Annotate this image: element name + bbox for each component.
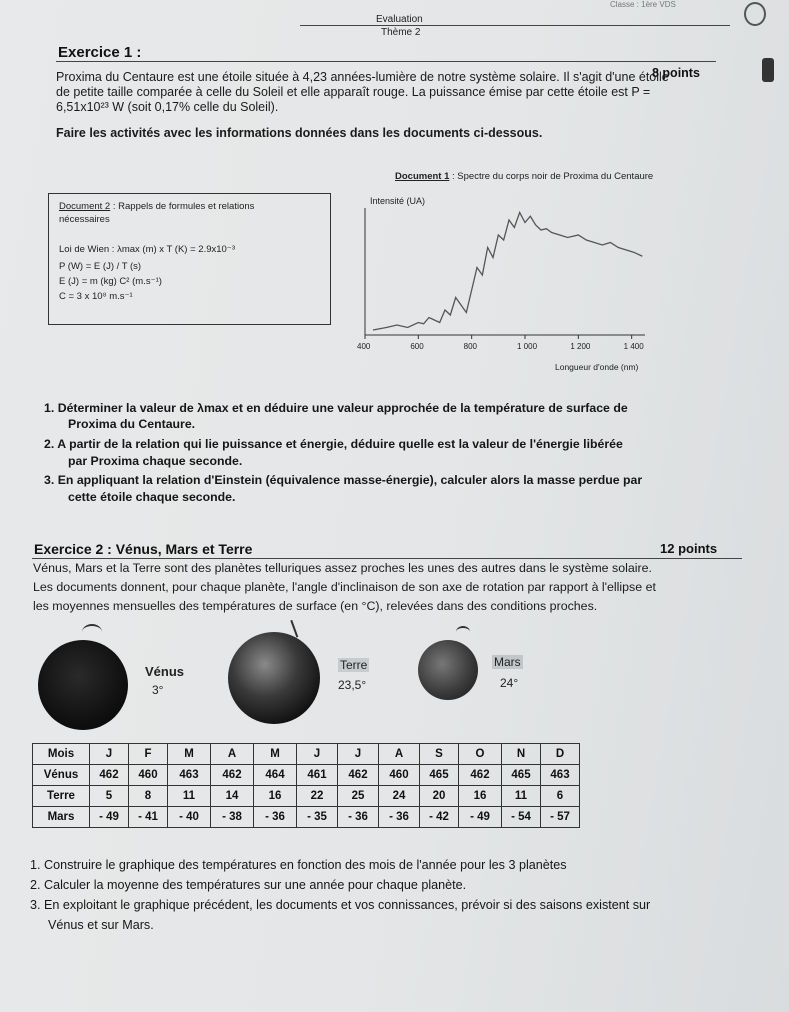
binder-clip xyxy=(762,58,774,82)
x-tick-label: 400 xyxy=(357,342,371,351)
table-cell: - 36 xyxy=(338,807,379,828)
earth-axis-mark xyxy=(290,616,307,637)
x-tick-label: 600 xyxy=(410,342,424,351)
ex2-q1-line1: Construire le graphique des températures en fonction des mois de l'année pour les 3 planètes xyxy=(44,858,567,872)
venus-axis-mark xyxy=(82,624,102,640)
table-cell: 462 xyxy=(459,765,502,786)
table-cell: 465 xyxy=(502,765,541,786)
doc2-power: P (W) = E (J) / T (s) xyxy=(59,261,142,272)
ex2-intro-2: Les documents donnent, pour chaque planète, l'angle d'inclinaison de son axe de rotation par rapport à l'ellipse et xyxy=(33,580,656,594)
venus-label: Vénus xyxy=(145,664,185,679)
ex2-question-1 xyxy=(30,857,567,874)
table-cell: - 36 xyxy=(254,807,297,828)
doc2-title-line2: nécessaires xyxy=(59,214,110,225)
q3-line1: En appliquant la relation d'Einstein (équivalence masse-énergie), calculer alors la masse perdue par xyxy=(57,473,643,487)
ex1-intro-2: de petite taille comparée à celle du Soleil et elle apparaît rouge. La puissance émise par cette étoile est P = xyxy=(56,85,651,99)
q2-line2: par Proxima chaque seconde. xyxy=(68,454,243,468)
table-cell: 16 xyxy=(459,786,502,807)
mars-tilt: 24° xyxy=(500,676,519,690)
table-cell: 20 xyxy=(420,786,459,807)
doc2-title-rest: : Rappels de formules et relations xyxy=(110,201,255,212)
earth-tilt: 23,5° xyxy=(338,678,367,692)
ex2-q3-line1: En exploitant le graphique précédent, les documents et vos connissances, prévoir si des saisons existent sur xyxy=(44,898,651,912)
table-cell: 16 xyxy=(254,786,297,807)
ex2-question-2 xyxy=(30,877,466,894)
table-cell: 461 xyxy=(297,765,338,786)
mars-label: Mars xyxy=(494,655,521,669)
table-cell: - 41 xyxy=(129,807,168,828)
table-cell: 462 xyxy=(211,765,254,786)
ex2-q1-num: 1. xyxy=(30,858,41,872)
table-cell: 465 xyxy=(420,765,459,786)
chart-xlabel: Longueur d'onde (nm) xyxy=(555,362,639,372)
table-cell: 8 xyxy=(129,786,168,807)
table-cell: - 40 xyxy=(168,807,211,828)
table-row xyxy=(33,765,580,786)
mars-axis-mark xyxy=(456,626,470,638)
table-header-cell: D xyxy=(541,744,580,765)
q2-num: 2. xyxy=(44,437,55,451)
theme-label: Thème 2 xyxy=(381,27,421,38)
table-header-cell: F xyxy=(129,744,168,765)
ex2-rule xyxy=(32,558,742,559)
table-cell: Vénus xyxy=(33,765,90,786)
ex2-points: 12 points xyxy=(660,541,718,556)
ex1-title: Exercice 1 : xyxy=(58,44,142,61)
table-cell: - 57 xyxy=(541,807,580,828)
ex2-q2-num: 2. xyxy=(30,878,41,892)
binder-hole xyxy=(744,2,766,26)
doc1-title-rest: : Spectre du corps noir de Proxima du Centaure xyxy=(449,171,654,182)
table-row xyxy=(33,807,580,828)
table-header-cell: A xyxy=(211,744,254,765)
table-cell: 460 xyxy=(379,765,420,786)
table-cell: 6 xyxy=(541,786,580,807)
table-cell: 462 xyxy=(338,765,379,786)
table-cell: 460 xyxy=(129,765,168,786)
mars-image xyxy=(418,640,478,700)
q3-line2: cette étoile chaque seconde. xyxy=(68,490,236,504)
q1-line1: Déterminer la valeur de λmax et en déduire une valeur approchée de la température de surface de xyxy=(57,401,628,415)
table-cell: - 38 xyxy=(211,807,254,828)
table-cell: 463 xyxy=(541,765,580,786)
ex1-question-3 xyxy=(44,472,642,489)
ex2-intro-3: les moyennes mensuelles des températures de surface (en °C), relevées dans des conditions proches. xyxy=(33,599,598,613)
table-cell: - 36 xyxy=(379,807,420,828)
q3-num: 3. xyxy=(44,473,55,487)
table-header-row xyxy=(33,744,580,765)
table-cell: 24 xyxy=(379,786,420,807)
table-header-cell: Mois xyxy=(33,744,90,765)
venus-tilt: 3° xyxy=(152,683,164,697)
ex1-question-1 xyxy=(44,400,628,417)
table-row xyxy=(33,786,580,807)
temperature-table xyxy=(32,743,580,828)
table-header-cell: N xyxy=(502,744,541,765)
table-cell: Mars xyxy=(33,807,90,828)
earth-image xyxy=(228,632,320,724)
doc1-heading xyxy=(395,170,653,183)
x-tick-label: 1 400 xyxy=(623,342,644,351)
x-tick-label: 1 000 xyxy=(517,342,538,351)
spectrum-series-line xyxy=(373,213,642,331)
table-header-cell: S xyxy=(420,744,459,765)
doc2-wien: Loi de Wien : λmax (m) x T (K) = 2.9x10⁻³ xyxy=(59,244,235,255)
q1-line2: Proxima du Centaure. xyxy=(68,417,196,431)
table-header-cell: M xyxy=(254,744,297,765)
table-header-cell: J xyxy=(338,744,379,765)
earth-label: Terre xyxy=(340,658,368,672)
ex1-question-2 xyxy=(44,436,623,453)
doc2-energy: E (J) = m (kg) C² (m.s⁻¹) xyxy=(59,276,162,287)
doc1-title: Document 1 xyxy=(395,171,450,182)
class-label: Classe : 1ère VDS xyxy=(610,0,676,9)
ex1-points: 8 points xyxy=(652,66,700,80)
table-cell: - 35 xyxy=(297,807,338,828)
x-tick-label: 1 200 xyxy=(570,342,591,351)
eval-title: Evaluation xyxy=(376,14,423,25)
ex2-q3-line2: Vénus et sur Mars. xyxy=(48,918,154,932)
ex1-intro-1: Proxima du Centaure est une étoile située à 4,23 années-lumière de notre système solaire. Il s'agit d'une étoile xyxy=(56,70,669,84)
table-cell: 463 xyxy=(168,765,211,786)
ex2-title: Exercice 2 : Vénus, Mars et Terre xyxy=(34,541,253,557)
table-cell: 11 xyxy=(502,786,541,807)
table-cell: 25 xyxy=(338,786,379,807)
ex1-instruction: Faire les activités avec les informations données dans les documents ci-dessous. xyxy=(56,126,543,140)
ex2-q3-num: 3. xyxy=(30,898,41,912)
doc2-box xyxy=(48,193,331,325)
ex1-intro-3: 6,51x10²³ W (soit 0,17% celle du Soleil). xyxy=(56,100,279,114)
table-cell: - 49 xyxy=(90,807,129,828)
table-cell: 11 xyxy=(168,786,211,807)
header-rule xyxy=(300,25,730,26)
table-cell: 5 xyxy=(90,786,129,807)
q1-num: 1. xyxy=(44,401,55,415)
x-tick-label: 800 xyxy=(463,342,478,351)
ex2-q2-line1: Calculer la moyenne des températures sur une année pour chaque planète. xyxy=(44,878,467,892)
table-cell: 462 xyxy=(90,765,129,786)
table-cell: 464 xyxy=(254,765,297,786)
table-header-cell: J xyxy=(297,744,338,765)
q2-line1: A partir de la relation qui lie puissance et énergie, déduire quelle est la valeur de l'énergie libérée xyxy=(57,437,623,451)
ex1-rule xyxy=(56,61,716,62)
table-cell: - 49 xyxy=(459,807,502,828)
table-cell: 22 xyxy=(297,786,338,807)
table-cell: Terre xyxy=(33,786,90,807)
venus-image xyxy=(38,640,128,730)
ex2-question-3 xyxy=(30,897,650,914)
doc2-c: C = 3 x 10⁸ m.s⁻¹ xyxy=(59,291,133,302)
ex2-intro-1: Vénus, Mars et la Terre sont des planètes telluriques assez proches les unes des autres dans le système solaire. xyxy=(33,561,652,575)
table-cell: - 54 xyxy=(502,807,541,828)
table-header-cell: M xyxy=(168,744,211,765)
table-header-cell: J xyxy=(90,744,129,765)
table-cell: - 42 xyxy=(420,807,459,828)
chart-ylabel: Intensité (UA) xyxy=(370,196,426,206)
spectrum-chart xyxy=(345,190,675,375)
doc2-title: Document 2 xyxy=(59,201,111,212)
table-cell: 14 xyxy=(211,786,254,807)
table-header-cell: O xyxy=(459,744,502,765)
table-header-cell: A xyxy=(379,744,420,765)
